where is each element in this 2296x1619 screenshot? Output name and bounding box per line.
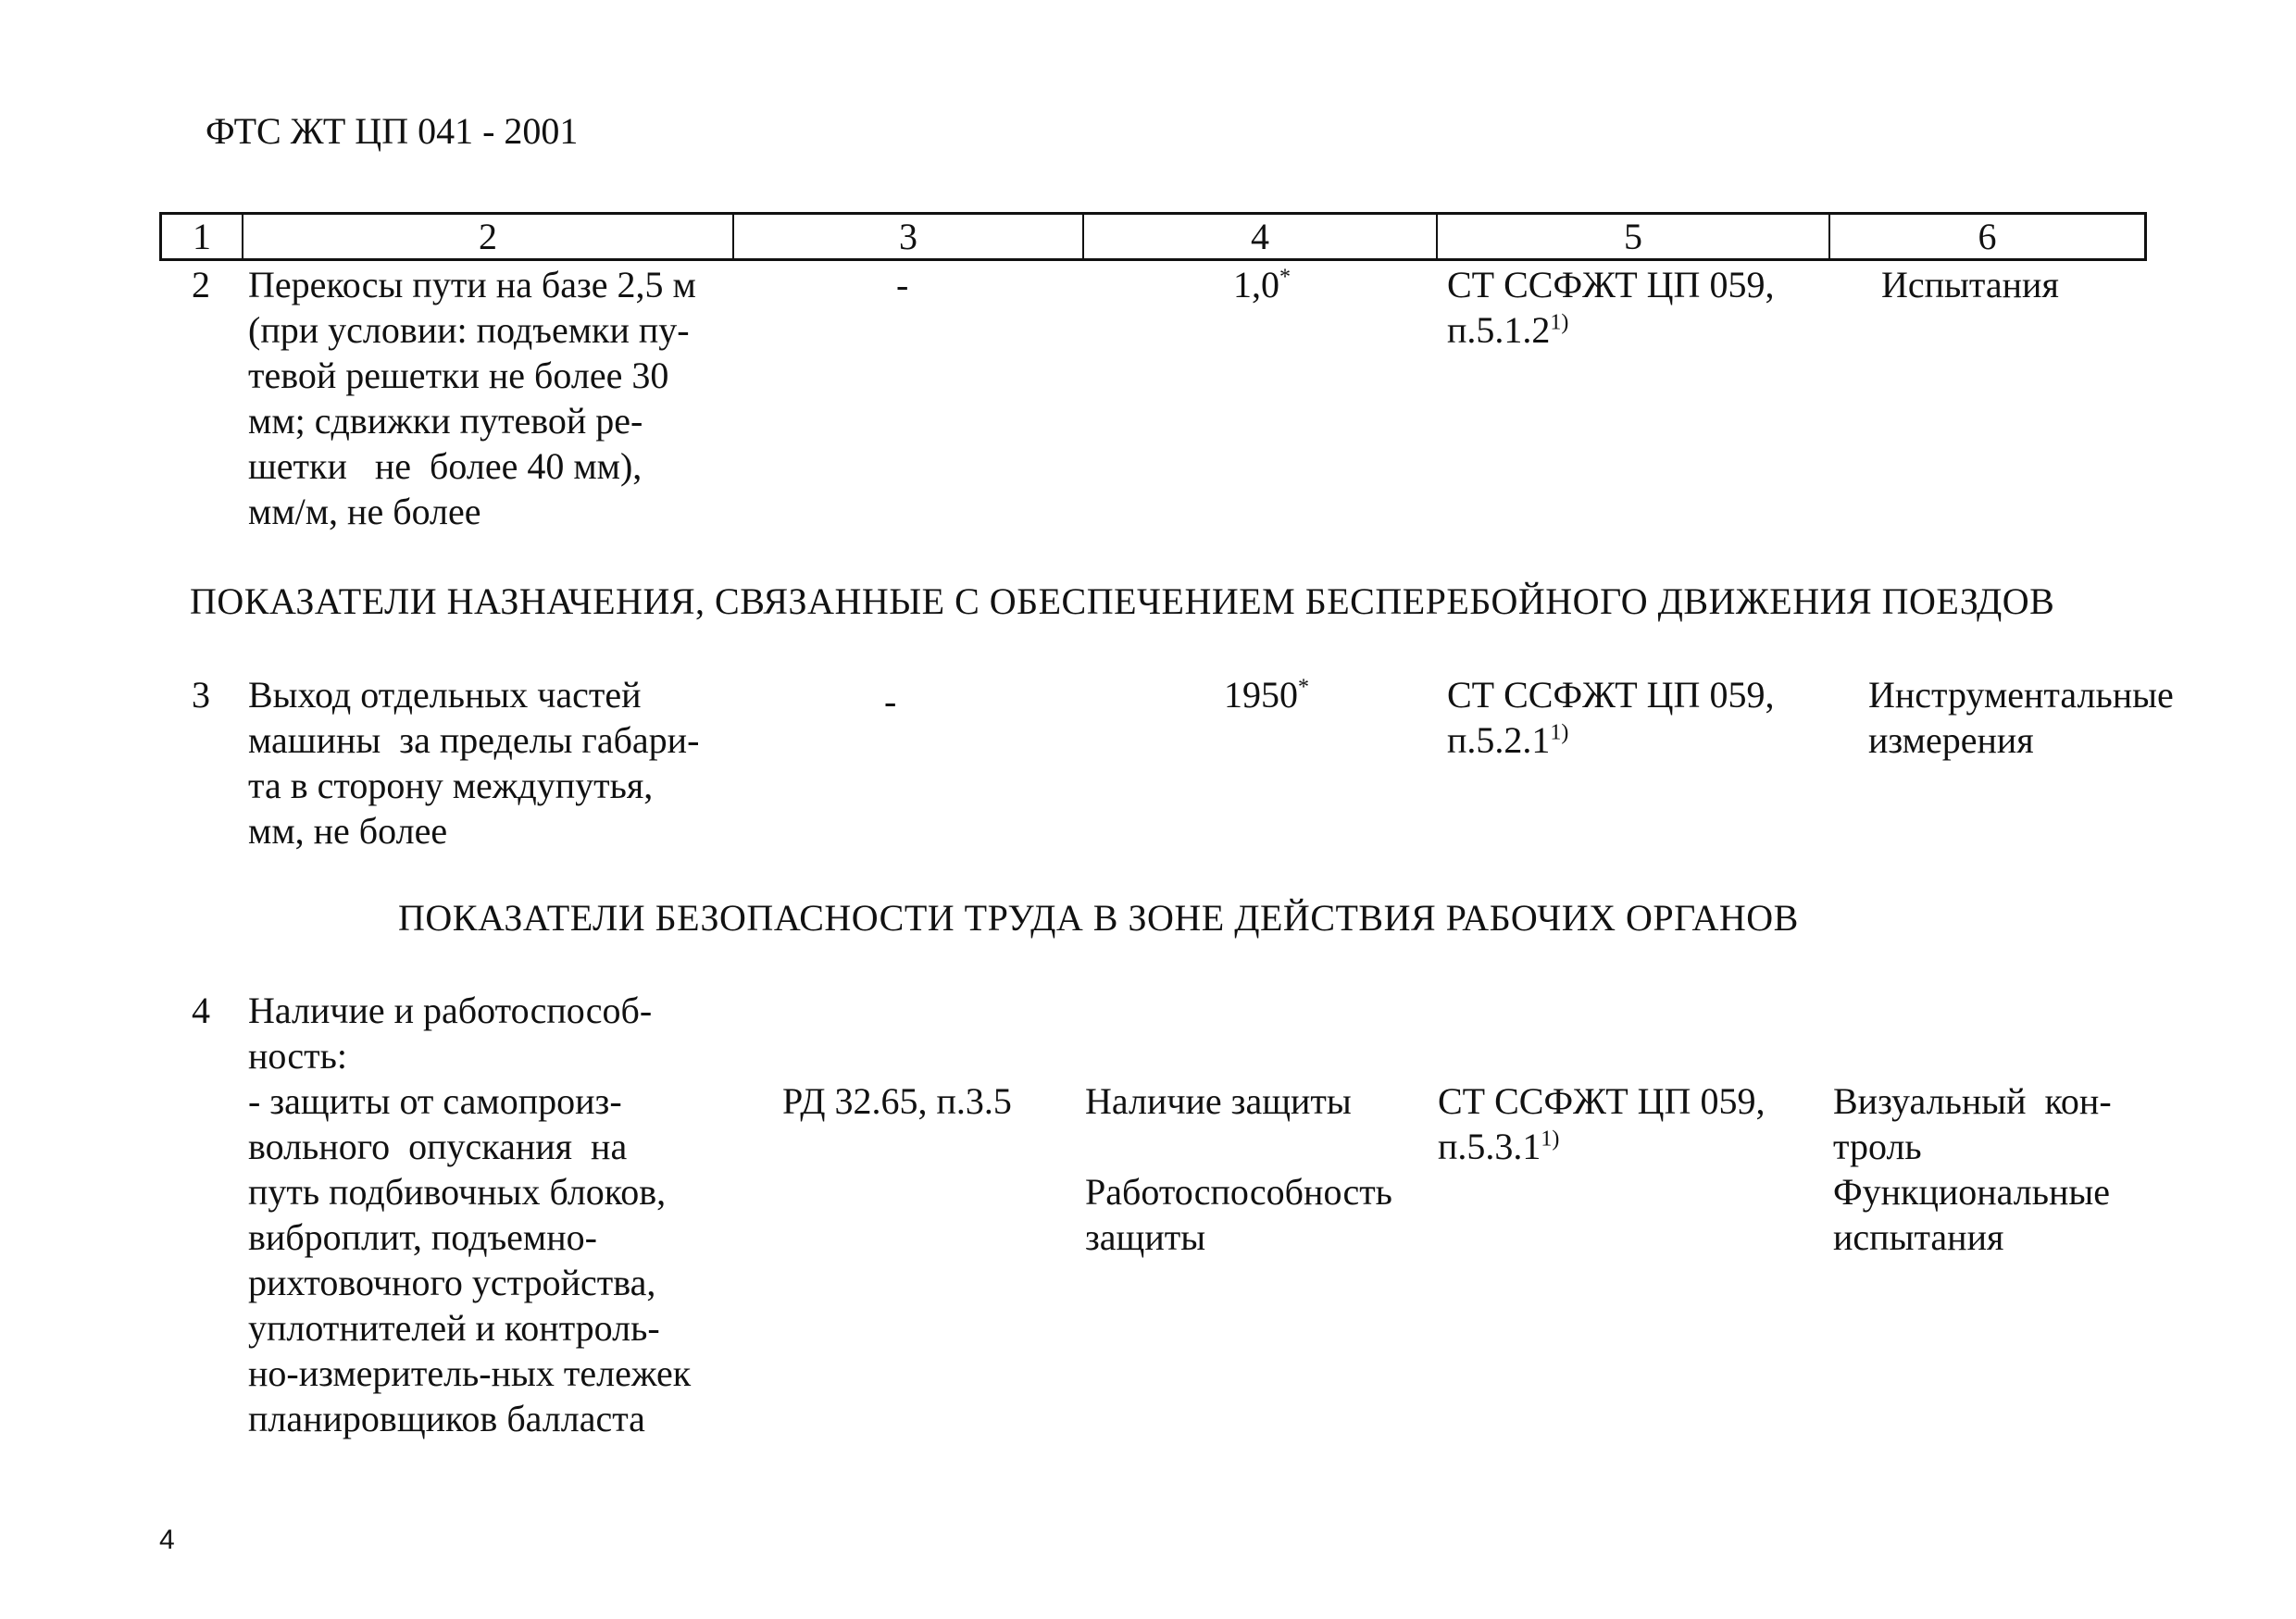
row-3-col6: Инструментальные измерения <box>1868 674 2174 761</box>
row-3-indicator: Выход отдельных частей машины за пределы габари- та в сторону междупутья, мм, не более <box>248 674 700 852</box>
row-2-number: 2 <box>192 264 210 305</box>
section-heading-traffic: ПОКАЗАТЕЛИ НАЗНАЧЕНИЯ, СВЯЗАННЫЕ С ОБЕСПЕЧЕНИЕМ БЕСПЕРЕБОЙНОГО ДВИЖЕНИЯ ПОЕЗДОВ <box>190 580 2055 622</box>
header-col-4: 4 <box>1084 215 1438 258</box>
footnote-mark: 1) <box>1550 310 1569 335</box>
header-col-5: 5 <box>1438 215 1830 258</box>
footnote-mark: 1) <box>1541 1127 1560 1152</box>
page-number: 4 <box>159 1525 175 1555</box>
table-header-row <box>159 212 2147 261</box>
row-2-indicator: Перекосы пути на базе 2,5 м (при условии: подъемки пу- тевой решетки не более 30 мм; сдвижки путевой ре- шетки не более 40 мм), мм/м, не более <box>248 264 696 532</box>
row-4-col5 <box>1438 1078 1765 1169</box>
asterisk-mark: * <box>1279 265 1291 290</box>
row-2-col4-value: 1,0 <box>1233 264 1279 305</box>
row-2-standard: СТ ССФЖТ ЦП 059, <box>1447 264 1775 305</box>
header-col-3: 3 <box>734 215 1084 258</box>
row-4-number: 4 <box>192 990 210 1031</box>
asterisk-mark: * <box>1298 675 1309 700</box>
row-4-col3: РД 32.65, п.3.5 <box>782 1080 1012 1122</box>
row-2-col3: - <box>896 264 909 305</box>
row-4-col4-operability: Работоспособность защиты <box>1085 1171 1392 1258</box>
row-3-col4-value: 1950 <box>1224 674 1298 716</box>
header-col-2: 2 <box>243 215 734 258</box>
row-3-clause: п.5.2.1$^{1)}$ <box>1447 719 1569 761</box>
row-2-clause: п.5.1.2$^{1)}$ <box>1447 309 1569 351</box>
section-heading-safety: ПОКАЗАТЕЛИ БЕЗОПАСНОСТИ ТРУДА В ЗОНЕ ДЕЙСТВИЯ РАБОЧИХ ОРГАНОВ <box>398 897 1799 939</box>
row-4-col6-visual: Визуальный кон- троль <box>1833 1080 2112 1167</box>
row-4-col4-presence: Наличие защиты <box>1085 1080 1352 1122</box>
row-2-col5 <box>1447 262 1774 353</box>
row-4-indicator: - защиты от самопроиз- вольного опускания на путь подбивочных блоков, виброплит, подъемно- рихтовочного устройства, уплотнителей и контроль- но-измеритель-ных тележек планировщиков балласта <box>248 1080 692 1439</box>
row-4-col6-functional: Функциональные испытания <box>1833 1171 2111 1258</box>
row-4-intro: Наличие и работоспособ- ность: <box>248 990 653 1077</box>
row-2-col4 <box>1233 262 1291 307</box>
row-3-col4 <box>1224 672 1309 717</box>
header-col-1: 1 <box>162 215 243 258</box>
document-code: ФТС ЖТ ЦП 041 - 2001 <box>206 110 579 152</box>
row-3-number: 3 <box>192 674 210 716</box>
row-4-standard: СТ ССФЖТ ЦП 059, <box>1438 1080 1766 1122</box>
row-4-clause: п.5.3.1$^{1)}$ <box>1438 1126 1560 1167</box>
row-3-standard: СТ ССФЖТ ЦП 059, <box>1447 674 1775 716</box>
footnote-mark: 1) <box>1550 720 1569 745</box>
row-3-col3: - <box>884 680 897 722</box>
row-2-col6: Испытания <box>1881 264 2059 305</box>
header-col-6: 6 <box>1978 216 1997 257</box>
row-3-col5 <box>1447 672 1774 763</box>
